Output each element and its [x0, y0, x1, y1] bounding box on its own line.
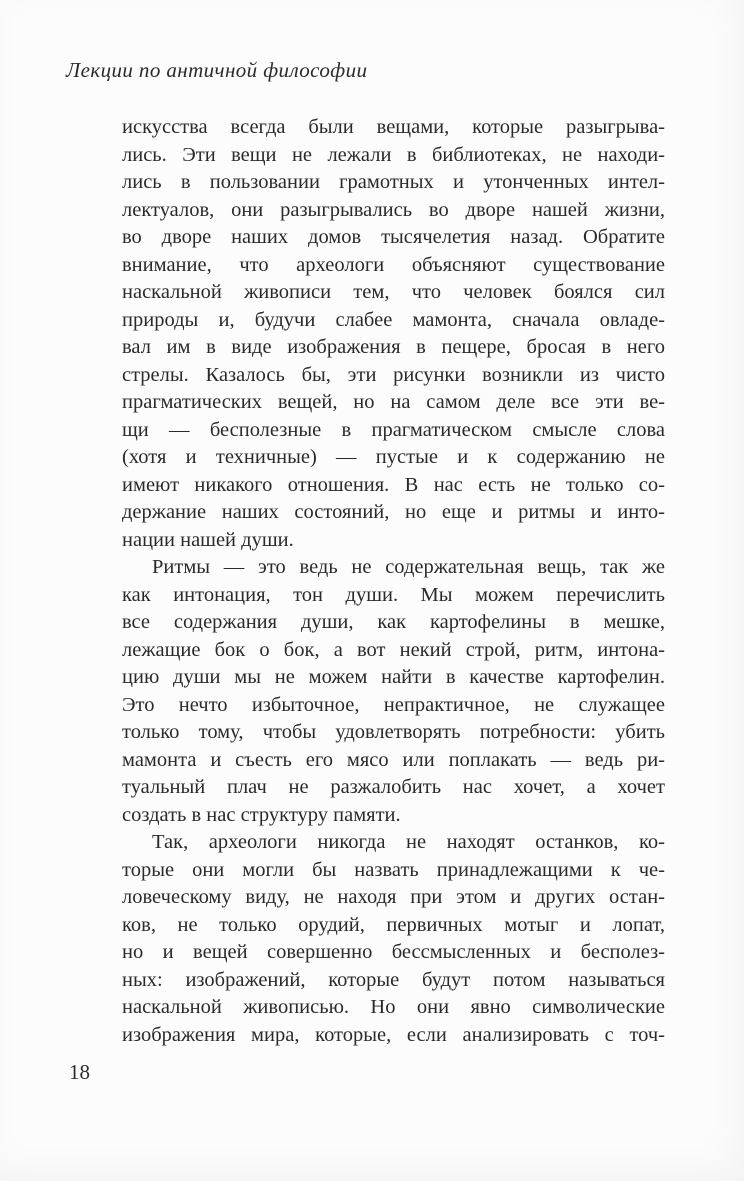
text-line: Это нечто избыточное, непрактичное, не служащее	[122, 693, 665, 716]
text-line: как интонация, тон души. Мы можем перечислить	[122, 583, 665, 606]
text-line: природы и, будучи слабее мамонта, сначала овладе-	[122, 308, 665, 331]
text-line: лись в пользовании грамотных и утонченных интел-	[122, 171, 665, 193]
text-line: цию души мы не можем найти в качестве картофелин.	[122, 666, 665, 688]
text-line: стрелы. Казалось бы, эти рисунки возникли из чисто	[122, 363, 665, 386]
text-line: все содержания души, как картофелины в мешке,	[122, 611, 665, 633]
text-line: ков, не только орудий, первичных мотыг и лопат,	[122, 913, 665, 936]
paragraph	[122, 554, 665, 829]
text-line: лектуалов, они разыгрывались во дворе нашей жизни,	[122, 198, 665, 221]
text-line: нации нашей души.	[122, 528, 294, 551]
text-line: щи — бесполезные в прагматическом смысле слова	[122, 418, 665, 441]
text-line: туальный плач не разжалобить нас хочет, а хочет	[122, 776, 665, 798]
text-line: наскальной живописью. Но они явно символические	[122, 996, 665, 1018]
text-line: лежащие бок о бок, а вот некий строй, ритм, интона-	[122, 638, 665, 661]
text-line: только тому, чтобы удовлетворять потребности: убить	[122, 721, 665, 743]
paragraph	[122, 114, 665, 554]
text-line: мамонта и съесть его мясо или поплакать — ведь ри-	[122, 748, 665, 771]
text-line: наскальной живописи тем, что человек боялся сил	[122, 281, 665, 303]
text-line: лись. Эти вещи не лежали в библиотеках, не находи-	[122, 143, 665, 166]
text-line: (хотя и техничные) — пустые и к содержанию не	[122, 446, 665, 468]
text-line: ных: изображений, которые будут потом называться	[122, 968, 665, 991]
text-line: искусства всегда были вещами, которые разыгрыва-	[122, 116, 665, 138]
text-line: во дворе наших домов тысячелетия назад. Обратите	[122, 226, 665, 248]
text-line: прагматических вещей, но на самом деле все эти ве-	[122, 391, 665, 413]
text-line: Так, археологи никогда не находят останков, ко-	[152, 831, 665, 853]
text-line: держание наших состояний, но еще и ритмы и инто-	[122, 501, 665, 523]
text-line: внимание, что археологи объясняют существование	[122, 253, 665, 276]
text-line: Ритмы — это ведь не содержательная вещь, так же	[152, 556, 665, 578]
text-line: ловеческому виду, не находя при этом и других остан-	[122, 886, 665, 908]
text-line: вал им в виде изображения в пещере, бросая в него	[122, 336, 665, 358]
text-line: но и вещей совершенно бессмысленных и бесполез-	[122, 941, 665, 963]
running-header: Лекции по античной философии	[66, 58, 368, 82]
page-number: 18	[69, 1060, 90, 1084]
text-line: создать в нас структуру памяти.	[122, 803, 401, 826]
text-line: изображения мира, которые, если анализировать с точ-	[122, 1023, 665, 1046]
paragraph	[122, 829, 665, 1049]
page-body-text	[122, 114, 665, 1049]
text-line: торые они могли бы назвать принадлежащими к че-	[122, 858, 665, 881]
text-line: имеют никакого отношения. В нас есть не только со-	[122, 473, 665, 496]
